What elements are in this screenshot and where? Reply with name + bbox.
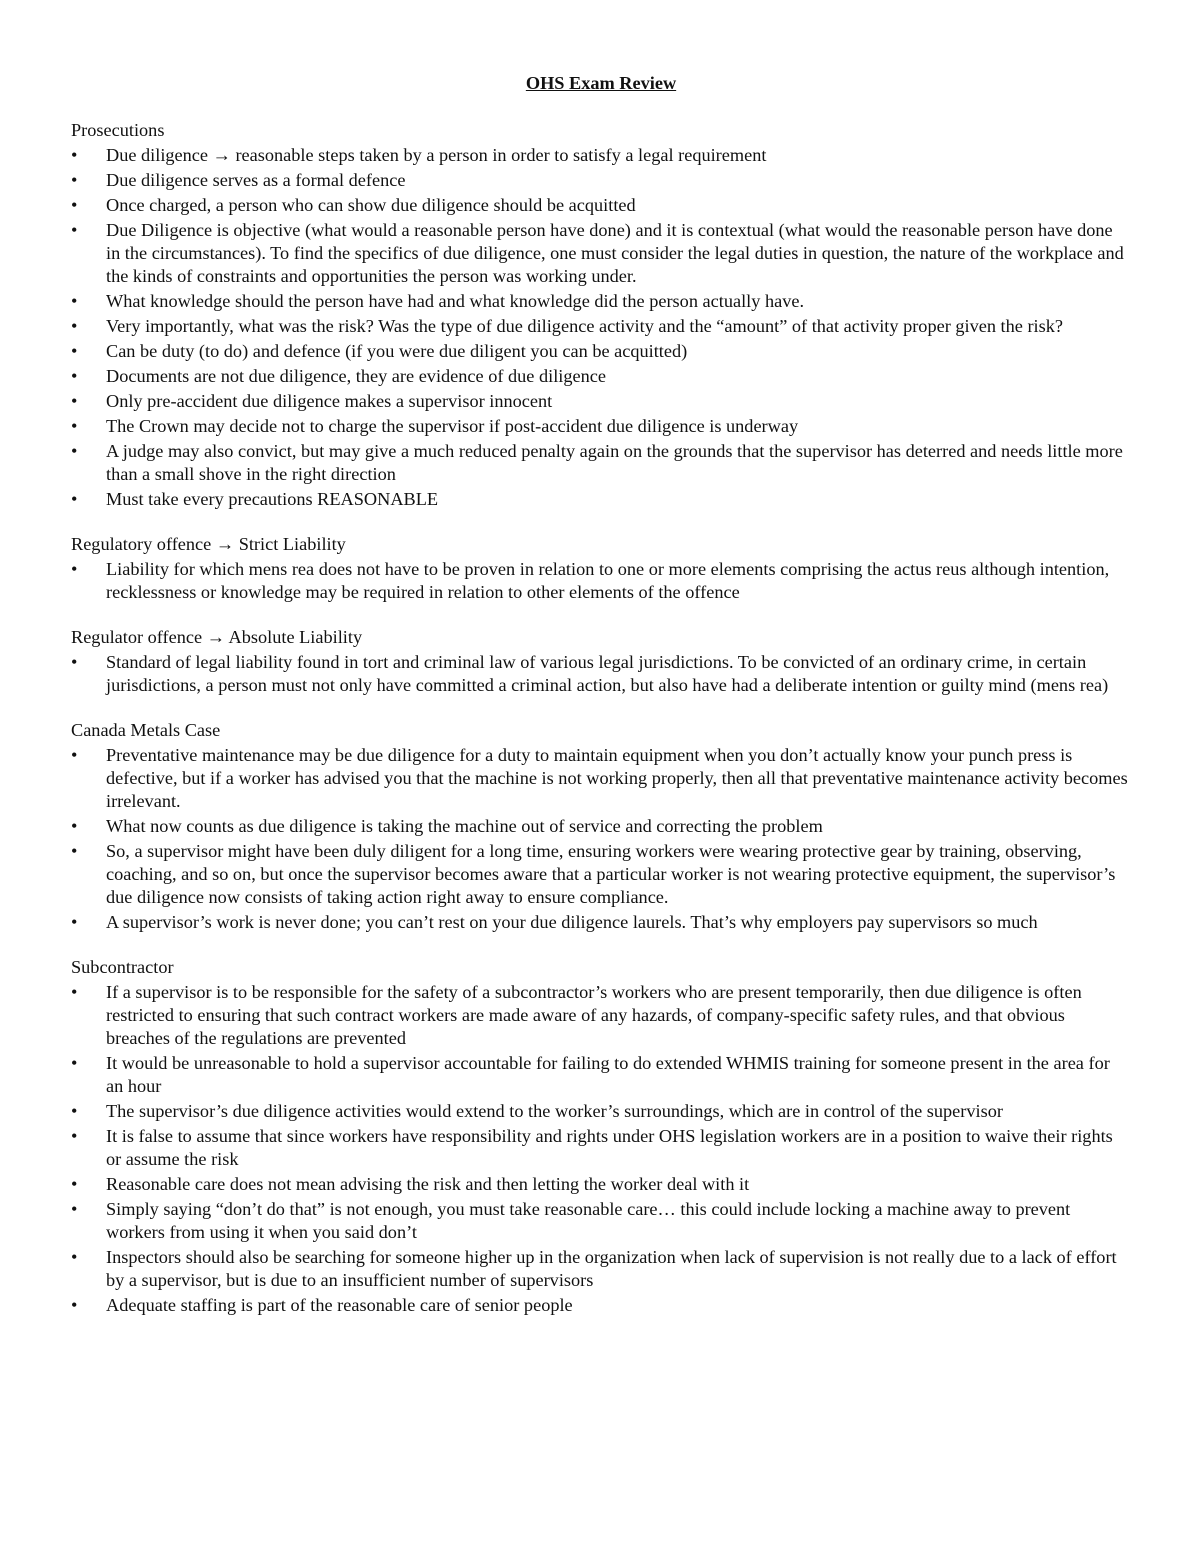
list-item-text: It is false to assume that since workers have responsibility and rights under OHS legislation workers are in a position to waive their rights or assume the risk — [106, 1126, 1113, 1169]
list-item — [71, 1246, 1131, 1292]
list-item-text: Simply saying “don’t do that” is not enough, you must take reasonable care… this could include locking a machine away to prevent workers from using it when you said don’t — [106, 1199, 1071, 1242]
bullet-icon: • — [71, 220, 78, 240]
section-heading: Regulatory offence → Strict Liability — [71, 534, 346, 554]
bullet-icon: • — [71, 1101, 78, 1121]
list-item — [71, 340, 1131, 363]
bullet-list — [71, 981, 1131, 1317]
bullet-icon: • — [71, 391, 78, 411]
list-item — [71, 415, 1131, 438]
bullet-icon: • — [71, 316, 78, 336]
bullet-icon: • — [71, 145, 78, 165]
bullet-icon: • — [71, 170, 78, 190]
list-item — [71, 1052, 1131, 1098]
list-item-text: The supervisor’s due diligence activities would extend to the worker’s surroundings, which are in control of the supervisor — [106, 1101, 1003, 1121]
list-item-text: Inspectors should also be searching for someone higher up in the organization when lack of supervision is not really due to a lack of effort by a supervisor, but is due to an insufficient number of supervisors — [106, 1247, 1117, 1290]
list-item-text: A judge may also convict, but may give a much reduced penalty again on the grounds that the supervisor has deterred and needs little more than a small shove in the right direction — [106, 441, 1123, 484]
list-item-text: So, a supervisor might have been duly diligent for a long time, ensuring workers were wearing protective gear by training, observing, coaching, and so on, but once the supervisor becomes aware that a particular worker is not wearing protective equipment, the supervisor’s due diligence now consists of taking action right away to ensure compliance. — [106, 841, 1116, 907]
list-item-text: Due diligence → reasonable steps taken by a person in order to satisfy a legal requirement — [106, 145, 767, 165]
list-item — [71, 1100, 1131, 1123]
list-item-text: Once charged, a person who can show due diligence should be acquitted — [106, 195, 636, 215]
list-item-text: What knowledge should the person have had and what knowledge did the person actually have. — [106, 291, 805, 311]
section — [71, 956, 1131, 1317]
list-item — [71, 911, 1131, 934]
section — [71, 719, 1131, 934]
bullet-icon: • — [71, 291, 78, 311]
bullet-icon: • — [71, 441, 78, 461]
bullet-icon: • — [71, 1199, 78, 1219]
list-item-text: The Crown may decide not to charge the supervisor if post-accident due diligence is underway — [106, 416, 799, 436]
list-item — [71, 1198, 1131, 1244]
list-item — [71, 365, 1131, 388]
list-item-text: Liability for which mens rea does not have to be proven in relation to one or more elements comprising the actus reus although intention, recklessness or knowledge may be required in relation to other elements of the offence — [106, 559, 1110, 602]
list-item — [71, 558, 1131, 604]
section — [71, 533, 1131, 604]
list-item-text: Preventative maintenance may be due diligence for a duty to maintain equipment when you don’t actually know your punch press is defective, but if a worker has advised you that the machine is not working properly, then all that preventative maintenance activity becomes irrelevant. — [106, 745, 1128, 811]
section — [71, 626, 1131, 697]
bullet-list — [71, 651, 1131, 697]
list-item — [71, 744, 1131, 813]
section — [71, 119, 1131, 511]
bullet-icon: • — [71, 366, 78, 386]
list-item-text: Only pre-accident due diligence makes a supervisor innocent — [106, 391, 553, 411]
bullet-icon: • — [71, 841, 78, 861]
bullet-icon: • — [71, 816, 78, 836]
bullet-icon: • — [71, 416, 78, 436]
bullet-icon: • — [71, 912, 78, 932]
list-item-text: Due diligence serves as a formal defence — [106, 170, 406, 190]
list-item — [71, 194, 1131, 217]
bullet-icon: • — [71, 341, 78, 361]
bullet-icon: • — [71, 1247, 78, 1267]
document-title: OHS Exam Review — [525, 73, 677, 93]
document-page — [71, 72, 1131, 1339]
list-item-text: Reasonable care does not mean advising the risk and then letting the worker deal with it — [106, 1174, 750, 1194]
bullet-icon: • — [71, 1295, 78, 1315]
list-item-text: Must take every precautions REASONABLE — [106, 489, 439, 509]
bullet-icon: • — [71, 489, 78, 509]
bullet-icon: • — [71, 1174, 78, 1194]
list-item-text: Very importantly, what was the risk? Was the type of due diligence activity and the “amount” of that activity proper given the risk? — [106, 316, 1063, 336]
bullet-icon: • — [71, 982, 78, 1002]
list-item — [71, 1294, 1131, 1317]
list-item-text: Can be duty (to do) and defence (if you were due diligent you can be acquitted) — [106, 341, 688, 361]
list-item-text: Standard of legal liability found in tort and criminal law of various legal jurisdictions. To be convicted of an ordinary crime, in certain jurisdictions, a person must not only have committed a criminal action, but also have had a deliberate intention or guilty mind (mens rea) — [106, 652, 1109, 695]
list-item-text: Adequate staffing is part of the reasonable care of senior people — [106, 1295, 573, 1315]
list-item-text: Due Diligence is objective (what would a reasonable person have done) and it is contextual (what would the reasonable person have done in the circumstances). To find the specifics of due diligence, one must consider the legal duties in question, the nature of the workplace and the kinds of constraints and opportunities the person was working under. — [106, 220, 1124, 286]
list-item — [71, 144, 1131, 167]
list-item-text: What now counts as due diligence is taking the machine out of service and correcting the problem — [106, 816, 823, 836]
bullet-list — [71, 144, 1131, 511]
list-item — [71, 488, 1131, 511]
bullet-list — [71, 558, 1131, 604]
list-item — [71, 290, 1131, 313]
bullet-icon: • — [71, 1126, 78, 1146]
list-item-text: If a supervisor is to be responsible for the safety of a subcontractor’s workers who are present temporarily, then due diligence is often restricted to ensuring that such contract workers are made aware of any hazards, of company-specific safety rules, and that obvious breaches of the regulations are prevented — [106, 982, 1082, 1048]
list-item — [71, 219, 1131, 288]
list-item-text: A supervisor’s work is never done; you can’t rest on your due diligence laurels. That’s why employers pay supervisors so much — [106, 912, 1038, 932]
list-item — [71, 1173, 1131, 1196]
list-item — [71, 315, 1131, 338]
bullet-icon: • — [71, 559, 78, 579]
bullet-icon: • — [71, 195, 78, 215]
section-heading: Regulator offence → Absolute Liability — [71, 627, 363, 647]
list-item-text: It would be unreasonable to hold a supervisor accountable for failing to do extended WHMIS training for someone present in the area for an hour — [106, 1053, 1110, 1096]
section-heading: Canada Metals Case — [71, 720, 221, 740]
list-item — [71, 390, 1131, 413]
list-item — [71, 169, 1131, 192]
list-item — [71, 981, 1131, 1050]
list-item — [71, 1125, 1131, 1171]
list-item — [71, 651, 1131, 697]
bullet-icon: • — [71, 745, 78, 765]
list-item — [71, 440, 1131, 486]
list-item-text: Documents are not due diligence, they are evidence of due diligence — [106, 366, 606, 386]
document-body — [71, 119, 1131, 1317]
list-item — [71, 840, 1131, 909]
bullet-icon: • — [71, 652, 78, 672]
section-heading: Subcontractor — [71, 957, 174, 977]
section-heading: Prosecutions — [71, 120, 165, 140]
bullet-list — [71, 744, 1131, 934]
bullet-icon: • — [71, 1053, 78, 1073]
list-item — [71, 815, 1131, 838]
